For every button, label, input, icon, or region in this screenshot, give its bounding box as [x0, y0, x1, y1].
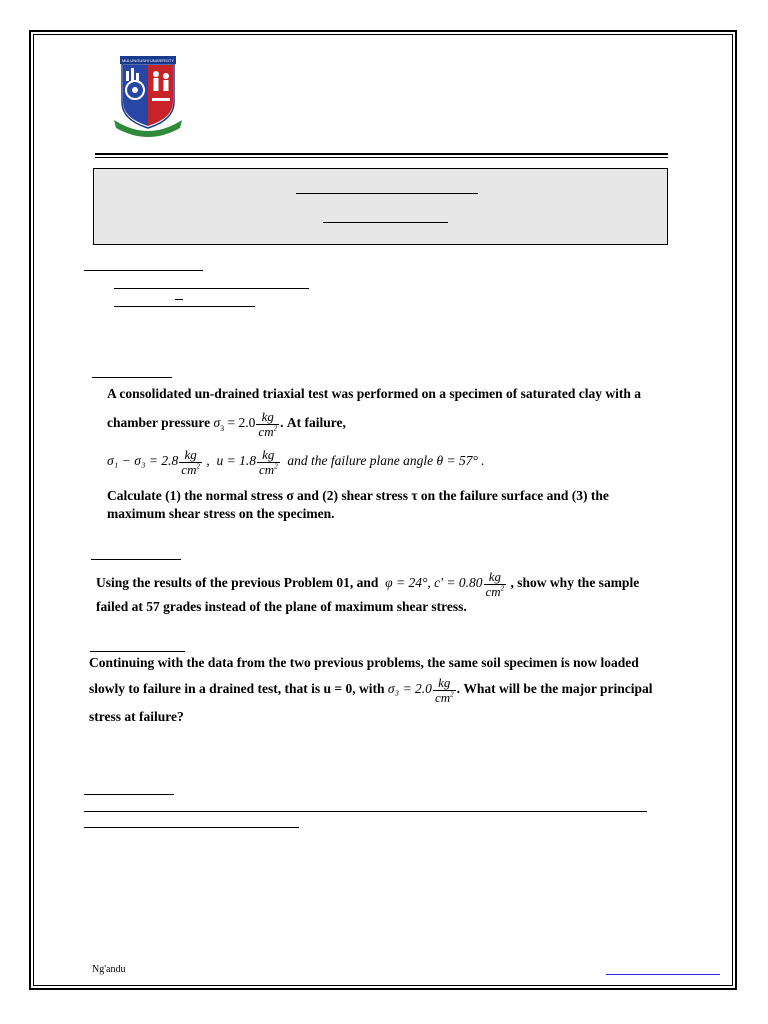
problem1-line3-frac2-den: cm: [258, 461, 275, 477]
title-box: [93, 168, 668, 245]
problem1-line3-fraction: [179, 448, 202, 476]
info-underline-4: [114, 306, 255, 307]
problem1-line2-frac-den-wrap: [256, 425, 279, 439]
title-underline-1: [296, 193, 478, 194]
footer-link[interactable]: [606, 974, 720, 975]
problem2-line1-frac-num: kg: [484, 570, 507, 585]
problem1-line4: Calculate (1) the normal stress σ and (2) shear stress τ on the failure surface and (3) the: [107, 488, 609, 503]
problem1-line3-diff: σ₁ − σ₃ = 2.8: [107, 453, 179, 469]
problem2-line1-frac-den: cm: [485, 583, 501, 599]
problem1-line3-fraction-2: [257, 448, 280, 476]
problem2-line1-frac-exp: 2: [500, 584, 505, 593]
problem1-sigma3: σ: [213, 415, 221, 431]
problem1-line3-u: u = 1.8: [216, 453, 256, 469]
header-rule-bottom: [95, 157, 668, 158]
problem1-line3-tail: and the failure plane angle θ = 57° .: [280, 453, 485, 469]
problem1-line1: A consolidated un-drained triaxial test was performed on a specimen of saturated clay with a: [107, 386, 641, 401]
problem1-line3-frac2-exp: 2: [274, 462, 278, 471]
header-rule-top: [95, 153, 668, 155]
university-logo: [108, 54, 188, 140]
problem2-line1: [96, 570, 639, 598]
problem2-heading-underline: [91, 559, 181, 560]
lower-underline-1: [84, 794, 174, 795]
problem1-line3-frac2-den-wrap: [257, 463, 280, 477]
problem3-line1: Continuing with the data from the two previous problems, the same soil specimen is now loaded: [89, 655, 639, 670]
problem3-heading-underline: [90, 651, 185, 652]
problem3-line2-frac-exp: 2: [450, 690, 454, 699]
problem3-line2-suffix: . What will be the major principal: [456, 681, 653, 697]
problem1-line3: [107, 448, 485, 476]
problem1-sigma3-sub: 3: [220, 423, 225, 433]
problem1-line2-prefix: chamber pressure: [107, 415, 214, 431]
problem1-line2-fraction: [256, 410, 279, 438]
problem3-line2-frac-den-wrap: [433, 691, 456, 705]
problem1-line2-frac-den: cm: [258, 423, 274, 439]
problem3-line2-fraction: [433, 676, 456, 704]
problem1-line3-frac-exp: 2: [196, 462, 200, 471]
problem1-line2-suffix: . At failure,: [280, 415, 346, 431]
problem2-line1-suffix: , show why the sample: [507, 575, 640, 591]
problem3-line2-sigma: σ₃ = 2.0: [387, 681, 432, 697]
problem3-line2: [89, 676, 653, 704]
problem1-line2-frac-exp: 2: [273, 424, 278, 433]
problem1-line2-frac-num: kg: [256, 410, 279, 425]
problem2-line2: failed at 57 grades instead of the plane of maximum shear stress.: [96, 599, 467, 614]
problem1-line2-eq: = 2.0: [224, 415, 256, 431]
problem1-line2: [107, 410, 346, 438]
problem3-line2-frac-num: kg: [433, 676, 456, 691]
footer-author: Ng'andu: [92, 964, 126, 975]
problem2-line1-phi: φ = 24°, c' = 0.80: [385, 575, 483, 591]
title-underline-2: [323, 222, 448, 223]
problem1-line3-sep: ,: [202, 453, 217, 469]
problem1-line5: maximum shear stress on the specimen.: [107, 506, 335, 521]
info-underline-1: [84, 270, 203, 271]
problem3-line3: stress at failure?: [89, 709, 184, 724]
problem3-line2-prefix: slowly to failure in a drained test, that is u = 0, with: [89, 681, 388, 697]
lower-underline-3: [84, 827, 299, 828]
problem1-line3-frac-den: cm: [181, 461, 197, 477]
problem2-line1-fraction: [484, 570, 507, 598]
problem3-line2-frac-den: cm: [434, 689, 451, 705]
info-underline-3: [175, 299, 183, 300]
info-underline-2: [114, 288, 309, 289]
svg-text:MULUNGUSHI UNIVERSITY: MULUNGUSHI UNIVERSITY: [121, 58, 175, 63]
problem1-heading-underline: [92, 377, 172, 378]
problem1-line3-frac-den-wrap: [179, 463, 202, 477]
problem1-line3-frac-num: kg: [179, 448, 202, 463]
problem1-line3-frac2-num: kg: [257, 448, 280, 463]
problem2-line1-prefix: Using the results of the previous Problem 01, and: [96, 575, 386, 591]
lower-underline-2: [84, 811, 647, 812]
problem2-line1-frac-den-wrap: [484, 585, 507, 599]
